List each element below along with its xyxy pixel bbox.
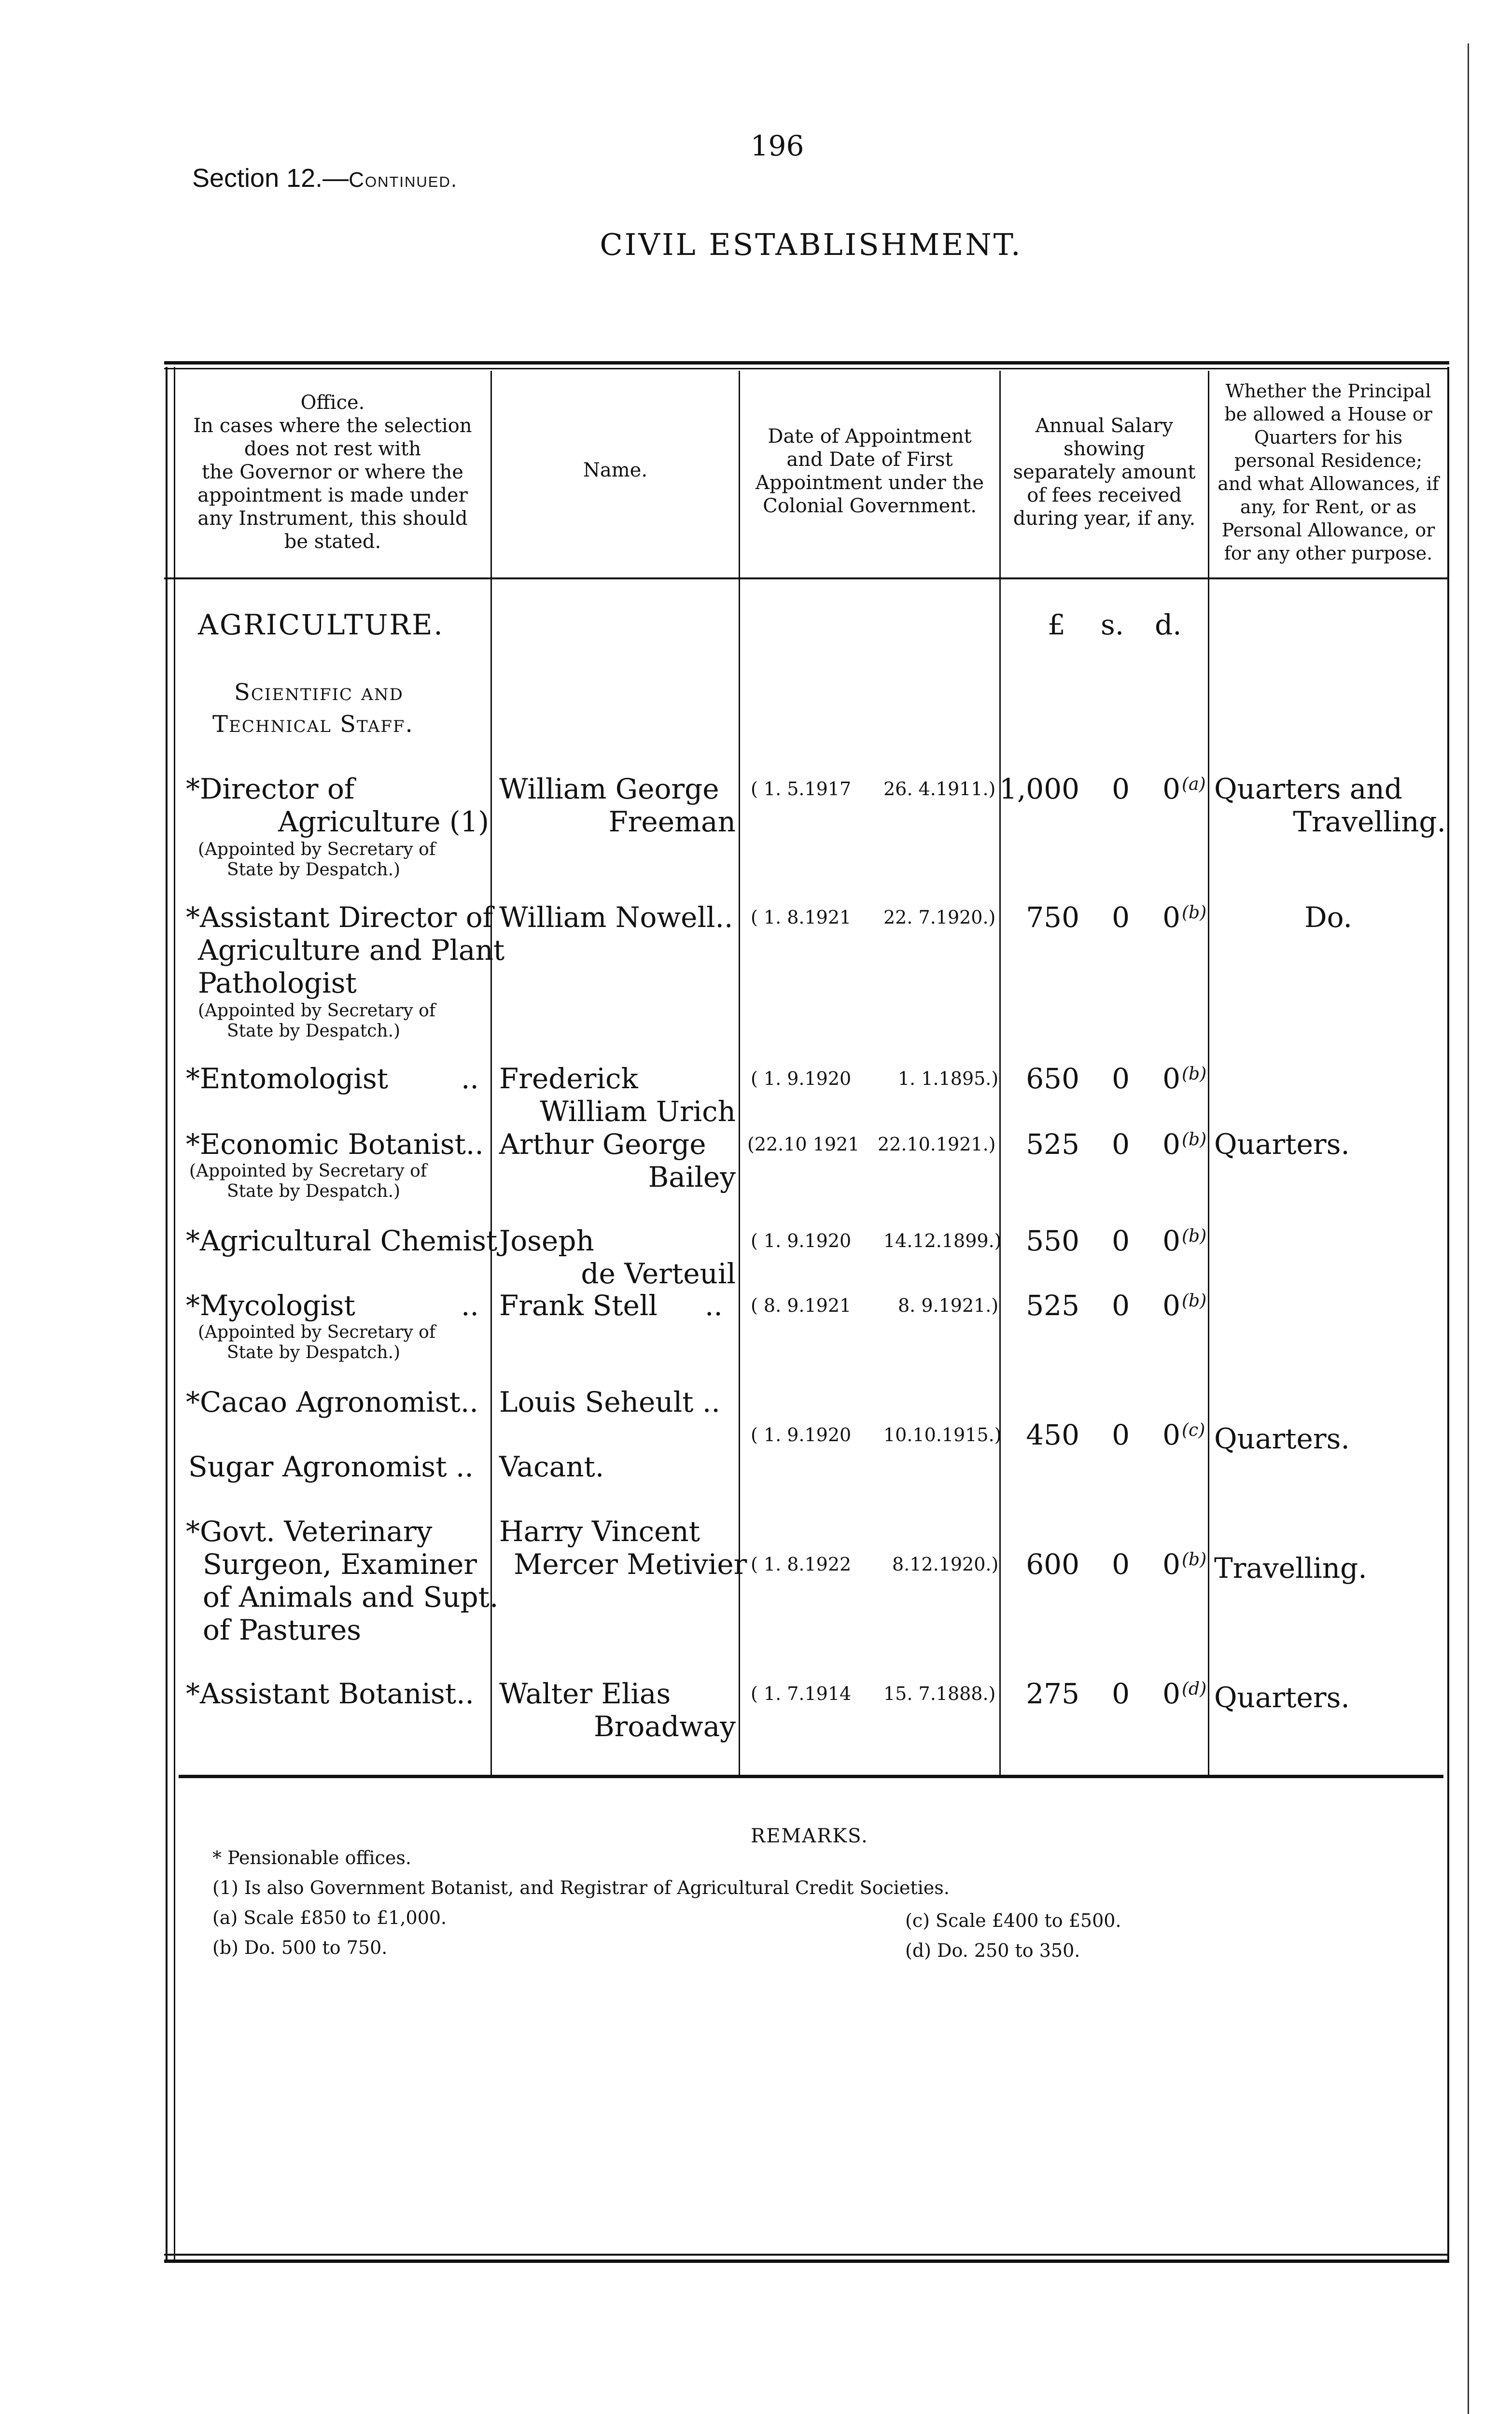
row-date-first: 22. 7.1920.) [883, 907, 996, 928]
row-date-appointment: (22.10 1921 [747, 1134, 860, 1155]
row-shillings: 0 [1112, 1418, 1130, 1451]
section-label [192, 163, 458, 193]
row-pounds: 450 [1026, 1418, 1079, 1451]
row-shillings: 0 [1112, 1548, 1130, 1581]
row-pounds: 525 [1026, 1128, 1079, 1161]
table-top-rule-thin [164, 368, 1449, 369]
row-scale-note: (b) [1182, 903, 1207, 923]
table-top-rule [164, 361, 1449, 365]
row-house: Do. [1304, 901, 1352, 934]
row-pounds: 600 [1026, 1548, 1079, 1581]
header-dates: Date of Appointment and Date of First Appointment under the Colonial Government. [755, 425, 984, 517]
department-heading: AGRICULTURE. [198, 608, 444, 641]
row-date-first: 8.12.1920.) [892, 1554, 999, 1575]
row-name: Mercer Metivier [514, 1548, 747, 1581]
row-pounds: 650 [1026, 1062, 1079, 1095]
row-name: Arthur George [499, 1128, 706, 1161]
section-continued: Continued. [349, 168, 458, 192]
row-office: Pathologist [198, 967, 357, 999]
body-bottom-rule [179, 1775, 1443, 1778]
row-note: (Appointed by Secretary of [198, 1322, 436, 1342]
header-house: Whether the Principal be allowed a House or Quarters for his personal Residence; and what Allowances, if any, for Rent, or as Personal Allowance, or for any other purpose. [1218, 380, 1439, 564]
row-pounds: 275 [1026, 1677, 1079, 1710]
row-name: Walter Elias [499, 1677, 671, 1710]
table-left-border [166, 367, 168, 2260]
header-pounds: £ [1048, 608, 1065, 641]
row-name-leader: .. [705, 1289, 723, 1322]
row-scale-note: (d) [1182, 1679, 1207, 1699]
row-office: *Govt. Veterinary [186, 1515, 433, 1548]
row-shillings: 0 [1112, 1128, 1130, 1161]
row-office: *Economic Botanist.. [186, 1128, 484, 1161]
row-shillings: 0 [1112, 1677, 1130, 1710]
header-salary: Annual Salary showing separately amount of fees received during year, if any. [1013, 415, 1196, 530]
row-date-appointment: ( 1. 8.1921 [751, 907, 852, 928]
row-pence: 0 [1162, 772, 1180, 805]
row-pence: 0 [1162, 1548, 1180, 1581]
row-note: State by Despatch.) [227, 860, 401, 880]
row-date-appointment: ( 1. 9.1920 [751, 1424, 852, 1446]
row-shillings: 0 [1112, 1224, 1130, 1257]
remark-item: (1) Is also Government Botanist, and Registrar of Agricultural Credit Societies. [212, 1877, 950, 1898]
row-date-first: 1. 1.1895.) [898, 1068, 999, 1089]
row-scale-note: (a) [1182, 774, 1206, 794]
row-pounds: 550 [1026, 1224, 1079, 1257]
row-scale-note: (c) [1182, 1420, 1205, 1440]
row-name: William Nowell.. [499, 901, 733, 934]
row-note: State by Despatch.) [227, 1181, 401, 1201]
subsection-line-1: Scientific and [234, 679, 404, 706]
row-office: Agriculture (1) [278, 805, 489, 838]
row-office-leader: .. [461, 1062, 479, 1095]
table-bottom-rule [164, 2254, 1449, 2256]
row-date-appointment: ( 8. 9.1921 [751, 1295, 852, 1316]
table-left-border-inner [174, 367, 175, 2260]
row-office: *Director of [186, 772, 355, 805]
row-date-first: 8. 9.1921.) [898, 1295, 999, 1316]
row-pounds: 525 [1026, 1289, 1079, 1322]
row-pounds: 750 [1026, 901, 1079, 934]
header-name: Name. [583, 459, 648, 481]
row-scale-note: (b) [1182, 1550, 1207, 1570]
row-date-first: 15. 7.1888.) [883, 1683, 996, 1704]
row-office: of Animals and Supt. [203, 1581, 499, 1614]
remark-item: * Pensionable offices. [212, 1847, 411, 1868]
row-name: William Urich [540, 1095, 736, 1128]
row-note: (Appointed by Secretary of [189, 1161, 427, 1181]
row-pence: 0 [1162, 1418, 1180, 1451]
row-name: Frederick [499, 1062, 638, 1095]
row-house: Quarters. [1214, 1128, 1350, 1161]
row-note: State by Despatch.) [227, 1343, 401, 1362]
row-name: de Verteuil [581, 1257, 736, 1290]
row-office: *Assistant Botanist.. [186, 1677, 474, 1710]
remark-item: (c) Scale £400 to £500. [905, 1910, 1121, 1931]
row-office: *Mycologist [186, 1289, 355, 1322]
row-name: Vacant. [499, 1450, 604, 1483]
row-pence: 0 [1162, 1224, 1180, 1257]
document-title: CIVIL ESTABLISHMENT. [600, 227, 1022, 262]
row-date-appointment: ( 1. 9.1920 [751, 1230, 852, 1251]
row-office: Sugar Agronomist .. [188, 1450, 474, 1483]
row-pence: 0 [1162, 1062, 1180, 1095]
section-main: Section 12.— [192, 164, 349, 193]
row-office: *Cacao Agronomist.. [186, 1386, 478, 1418]
row-date-first: 14.12.1899.) [883, 1230, 1002, 1251]
remark-item: (d) Do. 250 to 350. [905, 1940, 1080, 1961]
table-bottom-rule-thick [164, 2260, 1449, 2263]
row-note: (Appointed by Secretary of [198, 840, 436, 859]
col-divider-name [490, 371, 492, 1775]
row-office: *Agricultural Chemist [186, 1224, 498, 1257]
row-date-appointment: ( 1. 7.1914 [751, 1683, 852, 1704]
row-date-first: 22.10.1921.) [878, 1134, 996, 1155]
row-name: Freeman [608, 805, 736, 838]
row-date-appointment: ( 1. 8.1922 [751, 1554, 852, 1575]
table-right-border [1447, 367, 1449, 2260]
row-date-appointment: ( 1. 9.1920 [751, 1068, 852, 1089]
row-note: (Appointed by Secretary of [198, 1001, 436, 1021]
row-office: Surgeon, Examiner [203, 1548, 477, 1581]
row-scale-note: (b) [1182, 1130, 1207, 1150]
remark-item: (b) Do. 500 to 750. [212, 1937, 388, 1958]
remark-item: (a) Scale £850 to £1,000. [212, 1907, 447, 1928]
row-pence: 0 [1162, 1128, 1180, 1161]
col-divider-house [1208, 371, 1209, 1775]
row-scale-note: (b) [1182, 1226, 1207, 1246]
row-name: Louis Seheult .. [499, 1386, 720, 1418]
row-house: Quarters. [1214, 1422, 1350, 1455]
row-office-leader: .. [461, 1289, 479, 1322]
remarks-title: REMARKS. [751, 1825, 868, 1847]
row-scale-note: (b) [1182, 1064, 1207, 1084]
row-office: Agriculture and Plant [198, 934, 505, 967]
row-note: State by Despatch.) [227, 1021, 401, 1041]
row-house: Travelling. [1214, 1552, 1367, 1585]
row-house: Quarters. [1214, 1681, 1350, 1714]
row-name: Joseph [499, 1224, 594, 1257]
row-name: Bailey [648, 1161, 736, 1193]
row-date-appointment: ( 1. 5.1917 [751, 778, 852, 800]
row-pounds: 1,000 [999, 772, 1079, 805]
subsection-line-2: Technical Staff. [212, 711, 414, 738]
row-office: *Entomologist [186, 1062, 389, 1095]
header-shillings: s. [1101, 608, 1124, 641]
page-edge-line [1468, 43, 1469, 2414]
header-office: Office. In cases where the selection does not rest with the Governor or where the appointment is made under any Instrument, this should be stated. [193, 392, 472, 553]
row-pence: 0 [1162, 1289, 1180, 1322]
row-office: of Pastures [203, 1614, 362, 1646]
row-shillings: 0 [1112, 901, 1130, 934]
row-shillings: 0 [1112, 772, 1130, 805]
row-name: William George [499, 772, 719, 805]
row-house: Travelling. [1293, 805, 1446, 838]
row-date-first: 26. 4.1911.) [883, 778, 996, 800]
row-house: Quarters and [1214, 772, 1402, 805]
row-pence: 0 [1162, 901, 1180, 934]
row-name: Frank Stell [499, 1289, 658, 1322]
row-office: *Assistant Director of [186, 901, 493, 934]
header-bottom-rule [164, 577, 1449, 579]
row-shillings: 0 [1112, 1062, 1130, 1095]
header-pence: d. [1155, 608, 1182, 641]
page-number: 196 [750, 129, 804, 162]
row-pence: 0 [1162, 1677, 1180, 1710]
row-date-first: 10.10.1915.) [883, 1424, 1002, 1446]
row-shillings: 0 [1112, 1289, 1130, 1322]
row-scale-note: (b) [1182, 1291, 1207, 1311]
row-name: Harry Vincent [499, 1515, 700, 1548]
row-name: Broadway [594, 1710, 736, 1743]
